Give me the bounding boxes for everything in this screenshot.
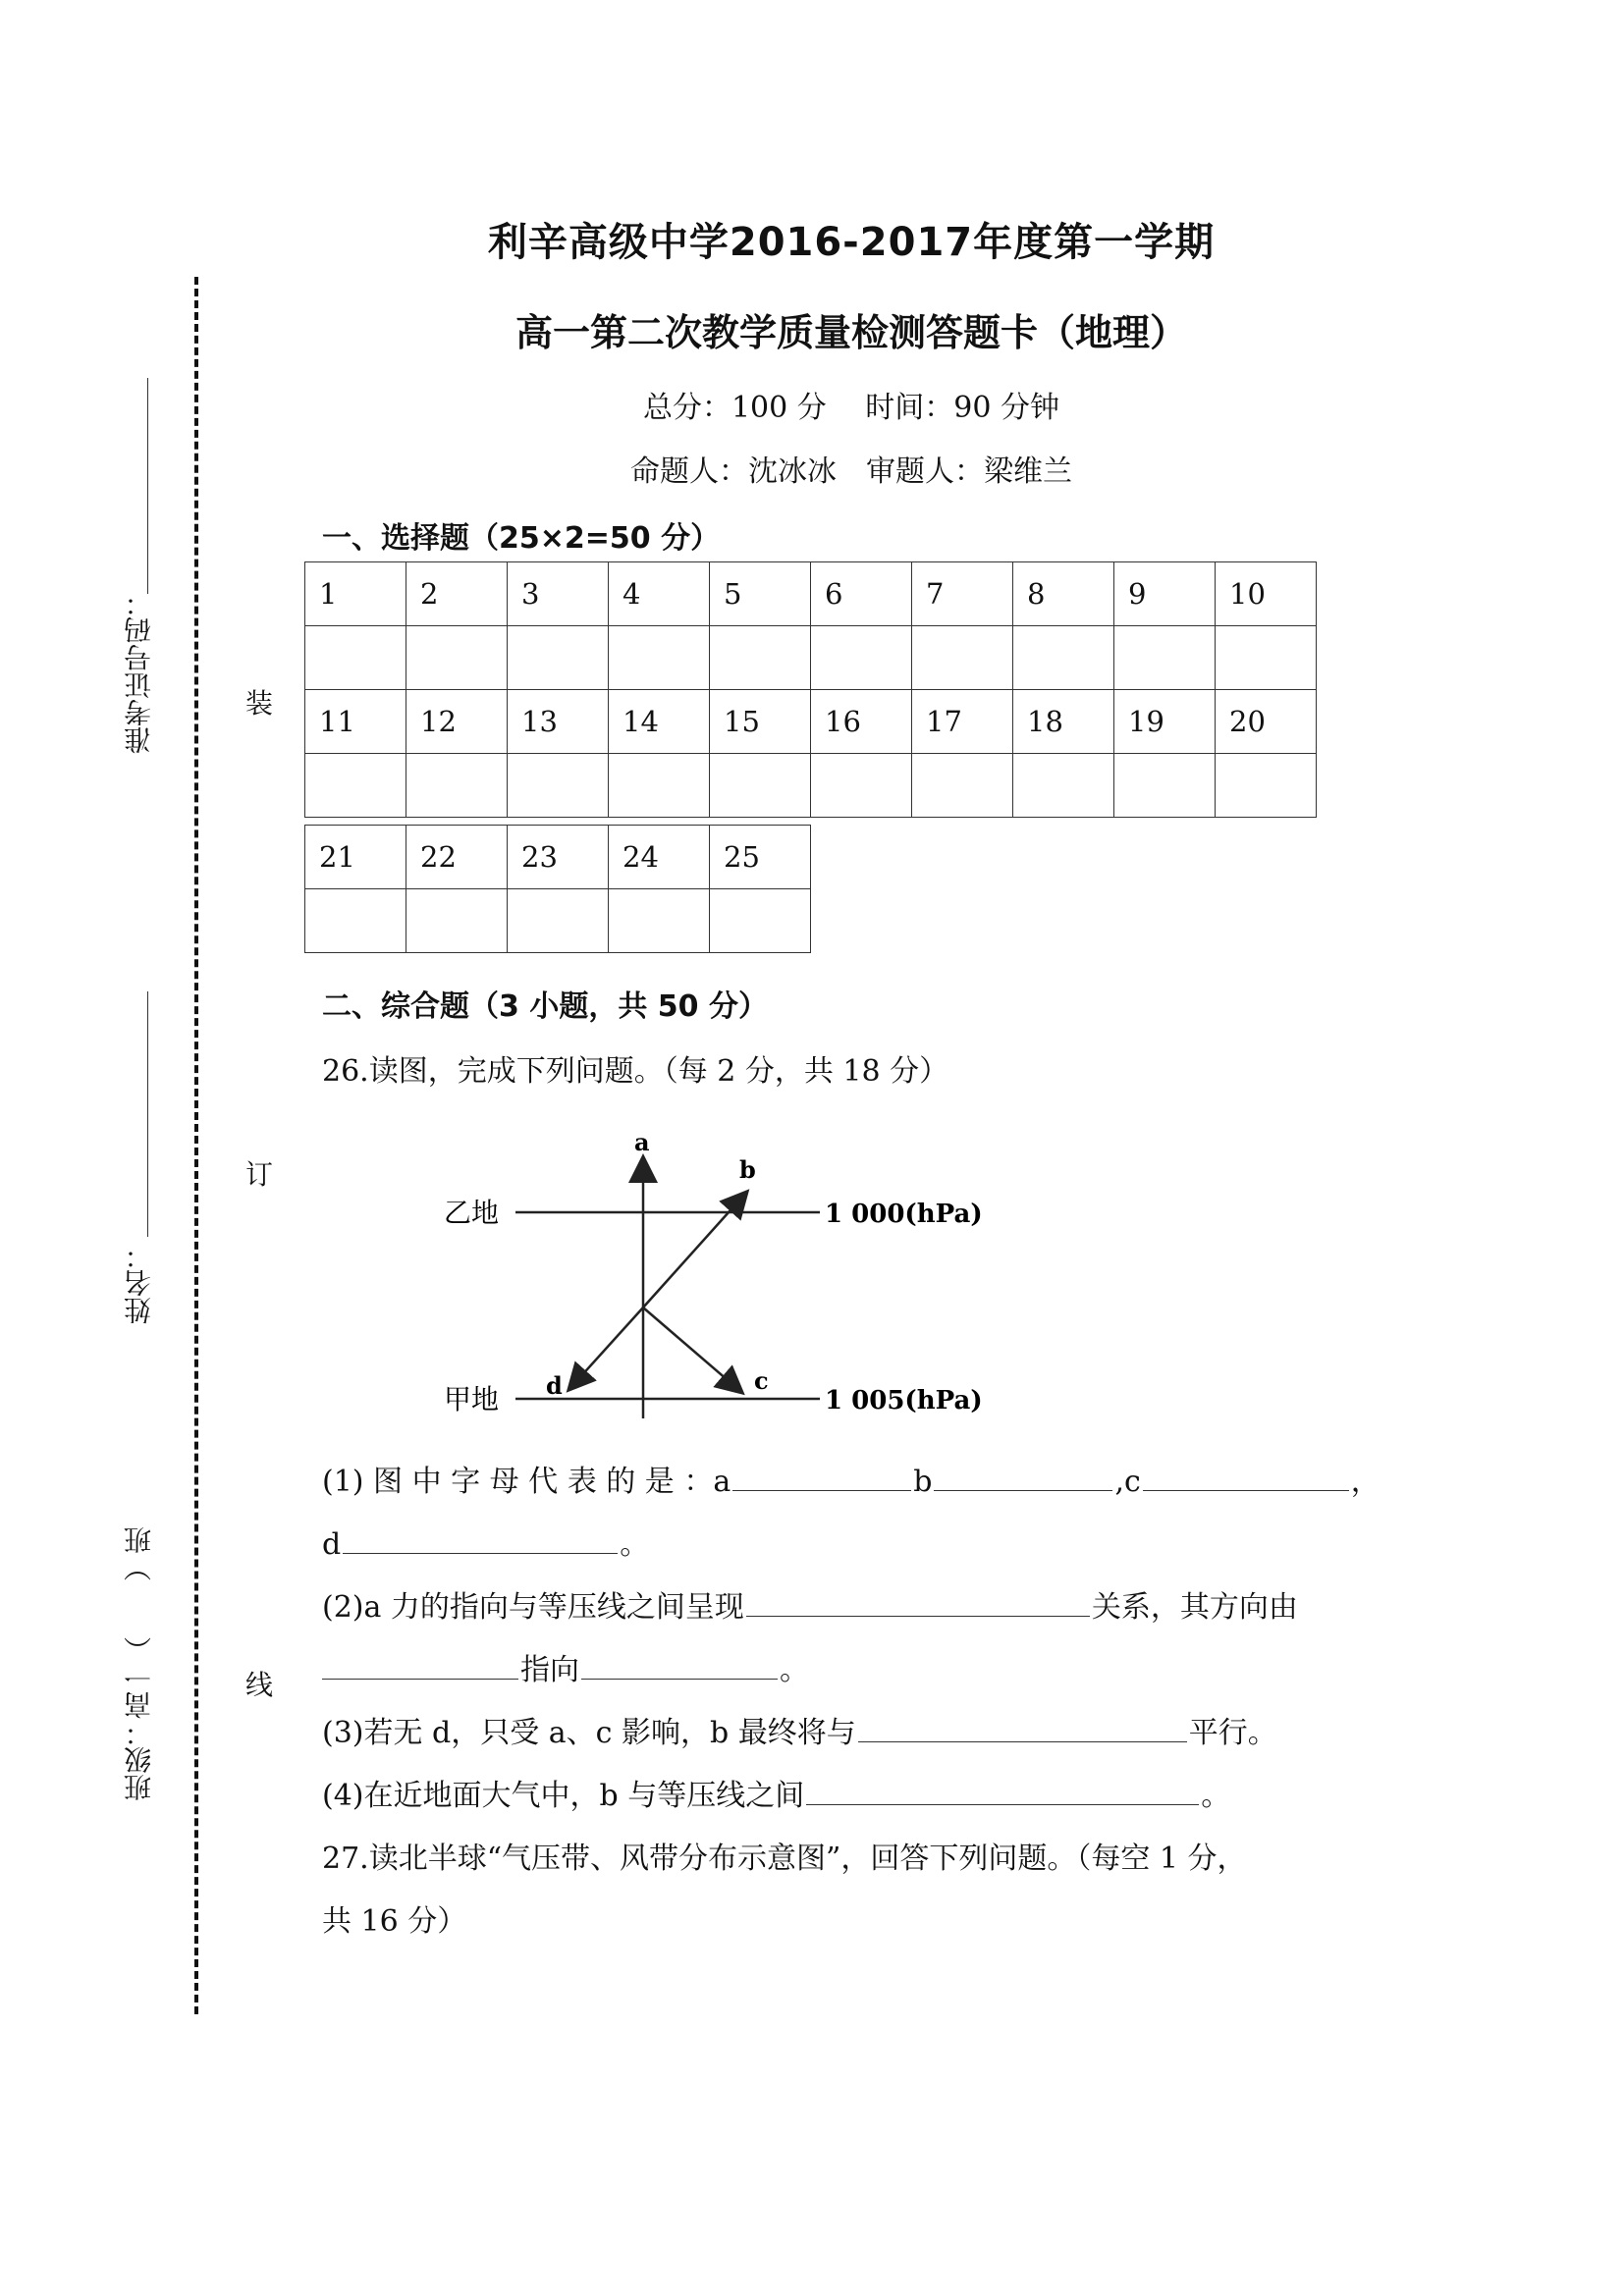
q-num: 18 [1013, 690, 1114, 754]
q-num: 8 [1013, 562, 1114, 626]
q26-sub2: (2)a 力的指向与等压线之间呈现 关系，其方向由 [322, 1590, 1298, 1625]
answer-cell[interactable] [1216, 754, 1317, 818]
answer-cell[interactable] [912, 754, 1013, 818]
q-num: 12 [406, 690, 508, 754]
q-num: 5 [710, 562, 811, 626]
name-field[interactable] [147, 991, 148, 1237]
blank-d[interactable] [343, 1525, 618, 1554]
q-num: 9 [1114, 562, 1216, 626]
label-d: d [546, 1371, 563, 1400]
q-num: 11 [305, 690, 406, 754]
q-num: 20 [1216, 690, 1317, 754]
q-num: 2 [406, 562, 508, 626]
arrow-b [643, 1193, 746, 1308]
answer-cell[interactable] [1216, 626, 1317, 690]
class-label: 班级：高一（ ）班 [123, 1526, 155, 1801]
q26-sub1: (1) 图 中 字 母 代 表 的 是 ：a b ,c ， [322, 1465, 1380, 1499]
q-num: 10 [1216, 562, 1317, 626]
blank-parallel[interactable] [858, 1714, 1187, 1742]
arrow-d [569, 1308, 643, 1389]
page-title: 利辛高级中学2016-2017年度第一学期 [487, 220, 1216, 265]
q-num: 6 [811, 562, 912, 626]
q26-sub3: (3)若无 d，只受 a、c 影响，b 最终将与 平行。 [322, 1716, 1277, 1750]
label-jia-place: 甲地 [444, 1383, 500, 1415]
answer-cell[interactable] [406, 889, 508, 953]
q-num: 14 [609, 690, 710, 754]
answer-grid-row3 [304, 825, 811, 953]
q26-prompt: 26.读图，完成下列问题。（每 2 分，共 18 分） [322, 1054, 949, 1089]
arrow-c [643, 1308, 741, 1392]
answer-cell[interactable] [508, 754, 609, 818]
answer-cell[interactable] [406, 754, 508, 818]
label-a: a [634, 1128, 650, 1156]
q27-line2: 共 16 分） [322, 1904, 467, 1939]
pressure-diagram [432, 1119, 1001, 1433]
q-num: 3 [508, 562, 609, 626]
answer-grid-row1 [304, 561, 1317, 818]
bind-char-ding: 订 [245, 1158, 274, 1191]
answer-cell[interactable] [710, 889, 811, 953]
answer-cell[interactable] [1013, 626, 1114, 690]
answer-cell[interactable] [406, 626, 508, 690]
section1-heading: 一、选择题（25×2=50 分） [322, 521, 721, 556]
q26-sub2-cont: 指向 。 [322, 1639, 809, 1702]
q-num: 16 [811, 690, 912, 754]
answer-cell[interactable] [508, 889, 609, 953]
answer-cell[interactable] [305, 626, 406, 690]
page-subtitle: 高一第二次教学质量检测答题卡（地理） [514, 311, 1187, 354]
answer-cell[interactable] [912, 626, 1013, 690]
binding-dashed-line [194, 277, 198, 2014]
answer-cell[interactable] [609, 889, 710, 953]
q-num: 7 [912, 562, 1013, 626]
answer-cell[interactable] [710, 626, 811, 690]
label-1000hpa: 1 000(hPa) [825, 1200, 983, 1229]
blank-from[interactable] [322, 1651, 518, 1680]
q-num: 23 [508, 826, 609, 889]
label-yi-place: 乙地 [444, 1197, 500, 1229]
q27-line1: 27.读北半球“气压带、风带分布示意图”，回答下列问题。（每空 1 分， [322, 1842, 1247, 1876]
q26-sub1-d: d 。 [322, 1527, 650, 1562]
label-c: c [754, 1366, 769, 1395]
blank-relation[interactable] [746, 1588, 1090, 1617]
blank-a[interactable] [732, 1463, 911, 1491]
label-1005hpa: 1 005(hPa) [825, 1386, 983, 1415]
q-num: 17 [912, 690, 1013, 754]
exam-id-label: 准考证号码： [123, 589, 155, 754]
score-time: 总分：100 分 时间：90 分钟 [642, 391, 1060, 425]
q-num: 25 [710, 826, 811, 889]
answer-cell[interactable] [811, 626, 912, 690]
bind-char-xian: 线 [245, 1669, 274, 1701]
blank-angle[interactable] [806, 1777, 1199, 1805]
answer-cell[interactable] [609, 626, 710, 690]
q-num: 4 [609, 562, 710, 626]
q-num: 24 [609, 826, 710, 889]
blank-to[interactable] [581, 1651, 778, 1680]
section2-heading: 二、综合题（3 小题，共 50 分） [322, 989, 768, 1024]
blank-c[interactable] [1143, 1463, 1349, 1491]
blank-b[interactable] [934, 1463, 1112, 1491]
authors: 命题人：沈冰冰 审题人：梁维兰 [630, 454, 1072, 489]
answer-cell[interactable] [1114, 626, 1216, 690]
q-num: 21 [305, 826, 406, 889]
q-num: 13 [508, 690, 609, 754]
answer-cell[interactable] [305, 889, 406, 953]
q-num: 19 [1114, 690, 1216, 754]
answer-cell[interactable] [710, 754, 811, 818]
answer-cell[interactable] [1114, 754, 1216, 818]
answer-cell[interactable] [508, 626, 609, 690]
label-b: b [739, 1155, 756, 1184]
q26-sub4: (4)在近地面大气中，b 与等压线之间 。 [322, 1779, 1231, 1813]
name-label: 姓名： [123, 1242, 155, 1324]
answer-cell[interactable] [305, 754, 406, 818]
bind-char-zhuang: 装 [245, 687, 274, 720]
q-num: 15 [710, 690, 811, 754]
q-num: 1 [305, 562, 406, 626]
answer-cell[interactable] [811, 754, 912, 818]
answer-cell[interactable] [1013, 754, 1114, 818]
q-num: 22 [406, 826, 508, 889]
answer-cell[interactable] [609, 754, 710, 818]
